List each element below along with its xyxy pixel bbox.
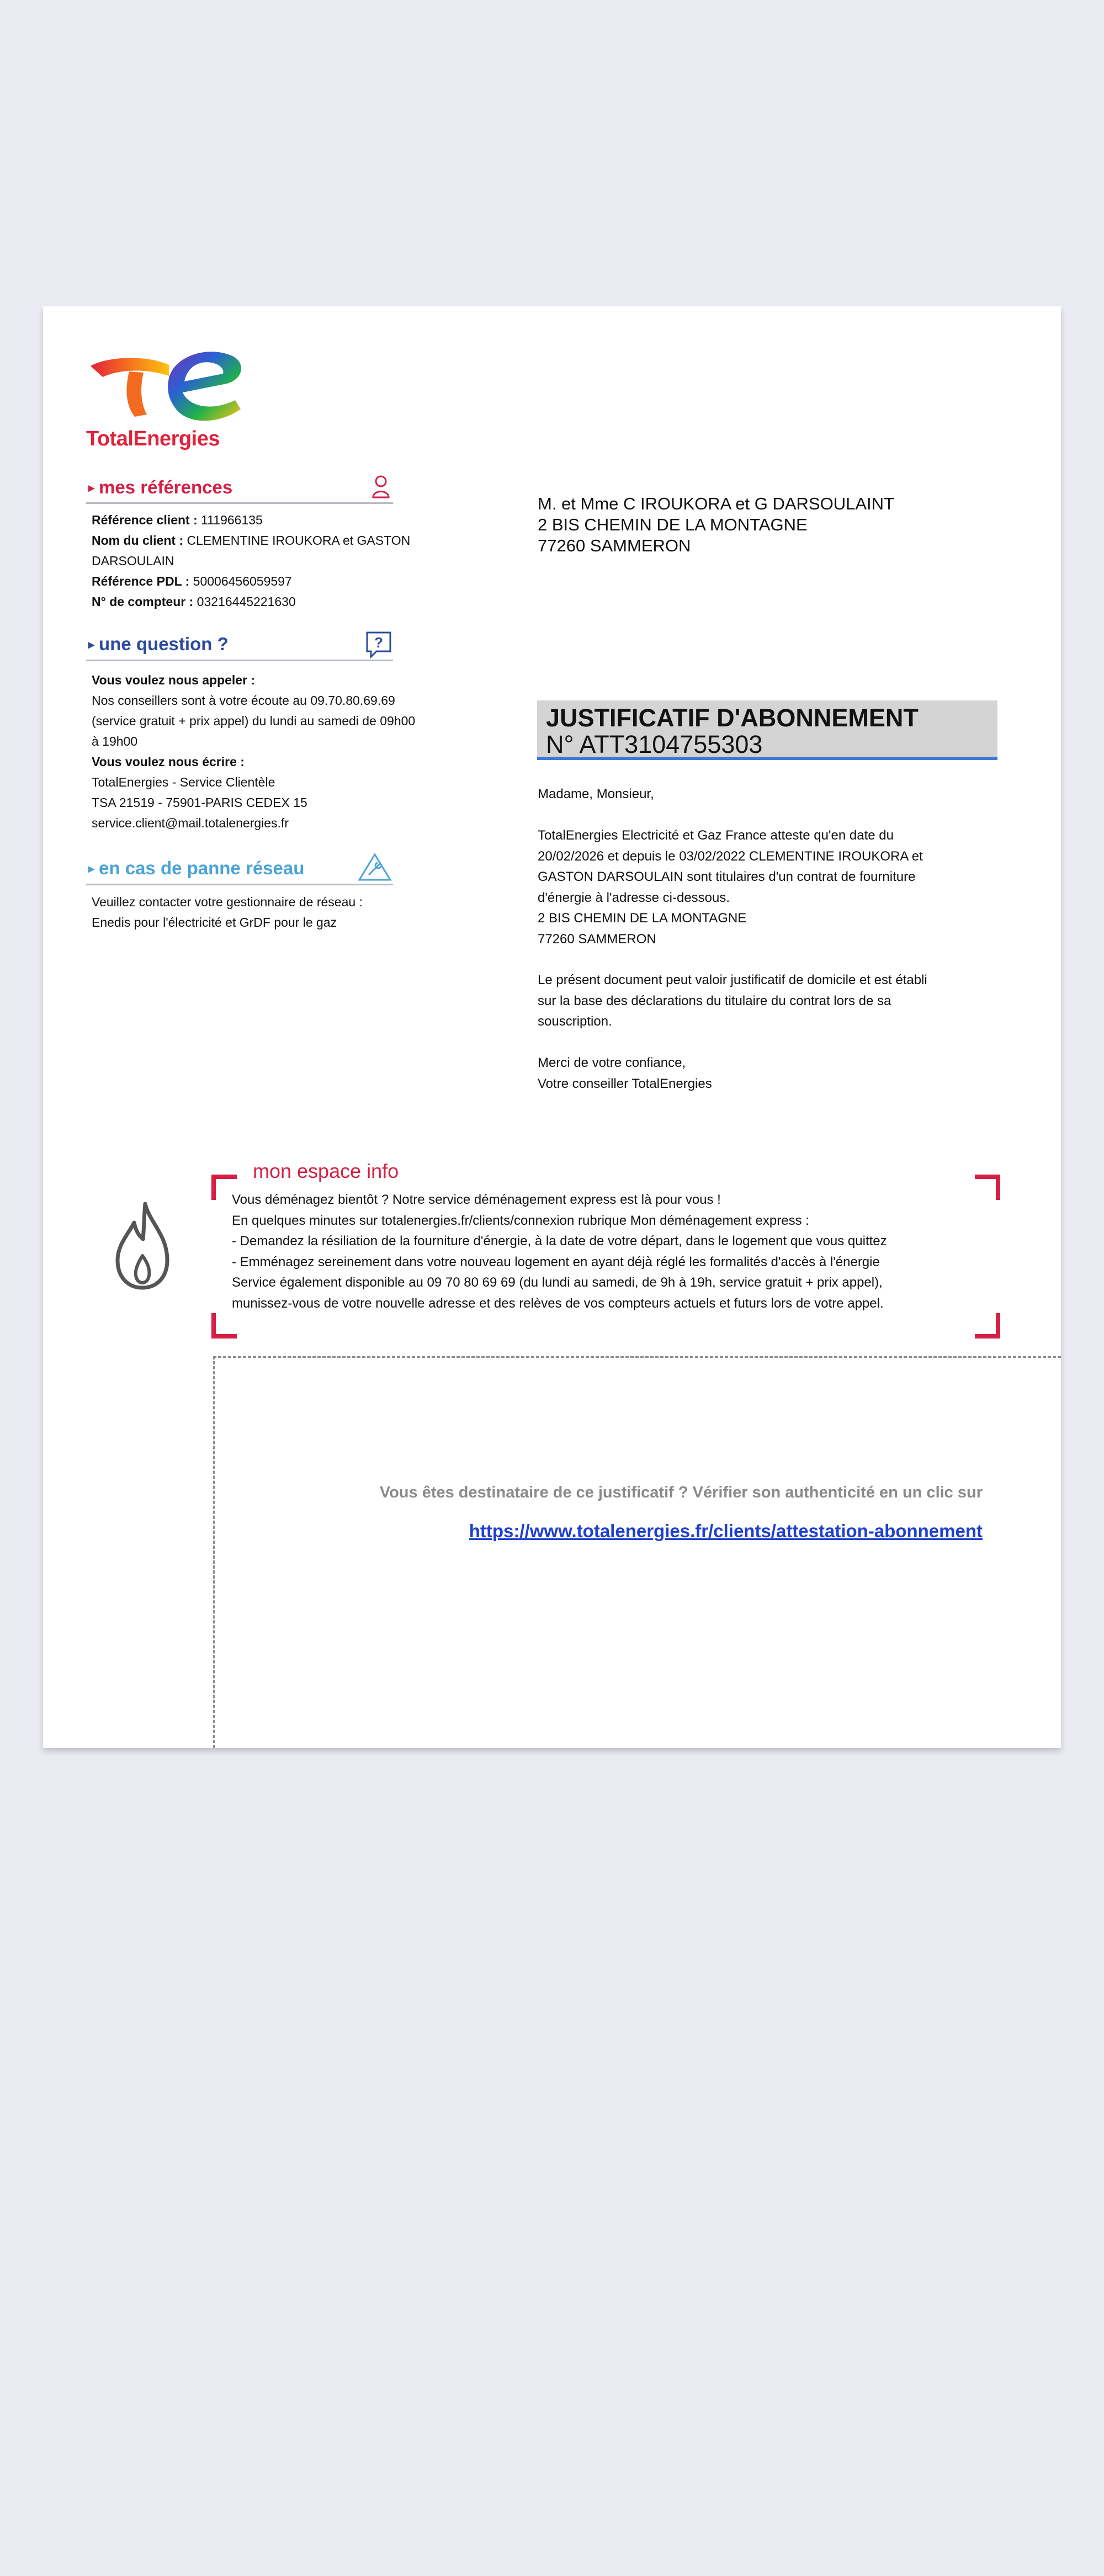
attestation-line: GASTON DARSOULAIN sont titulaires d'un contrat de fourniture [538,869,916,884]
recipient-address [538,493,1034,556]
attestation-line: d'énergie à l'adresse ci-dessous. [538,890,730,905]
frame-corner-tr [975,1175,1000,1200]
salutation: Madame, Monsieur, [538,787,654,801]
write-line: TSA 21519 - 75901-PARIS CEDEX 15 [92,795,307,810]
question-heading-label: une question ? [99,634,229,654]
promo-line: - Demandez la résiliation de la fourniture d'énergie, à la date de votre départ, dans le logement que vous quittez [232,1234,887,1249]
triangle-right-icon: ▸ [88,481,95,495]
verify-question: Vous êtes destinataire de ce justificatif ? Vérifier son authenticité en un clic sur [379,1484,983,1501]
question-heading [88,634,229,655]
validity-line: Le présent document peut valoir justificatif de domicile et est établi [538,973,927,987]
write-line: TotalEnergies - Service Clientèle [92,775,275,789]
tear-off-border-left [213,1356,215,1748]
call-line: (service gratuit + prix appel) du lundi au samedi de 09h00 [92,714,416,728]
promo-line: munissez-vous de votre nouvelle adresse et des relèves de vos compteurs actuels et futurs lors de votre appel. [232,1295,884,1311]
references-heading [88,477,232,498]
validity-paragraph [538,970,979,1032]
attestation-line: 77260 SAMMERON [538,931,656,947]
call-line: à 19h00 [92,734,138,748]
recipient-line: 2 BIS CHEMIN DE LA MONTAGNE [538,515,808,534]
references-list [92,510,478,612]
outage-heading-label: en cas de panne réseau [99,858,305,878]
document-page [43,306,1061,1748]
closing-paragraph [538,1053,979,1094]
promo-line: Service également disponible au 09 70 80 69 69 (du lundi au samedi, de 9h à 19h, service gratuit + prix appel), [232,1275,883,1290]
email-link[interactable]: service.client@mail.totalenergies.fr [92,816,289,830]
reference-line: DARSOULAIN [92,554,174,568]
question-details [92,670,478,833]
promo-line: Vous déménagez bientôt ? Notre service déménagement express est là pour vous ! [232,1192,721,1207]
document-title-box [537,700,997,760]
triangle-right-icon: ▸ [88,862,95,875]
call-line: Nos conseillers sont à votre écoute au 09.70.80.69.69 [92,693,395,708]
promo-line: - Emménagez sereinement dans votre nouveau logement en ayant déjà réglé les formalités d'accès à l'énergie [232,1254,880,1270]
recipient-line: M. et Mme C IROUKORA et G DARSOULAINT [538,494,894,513]
verify-link[interactable]: https://www.totalenergies.fr/clients/attestation-abonnement [469,1521,983,1541]
document-number: N° ATT3104755303 [546,730,763,758]
triangle-right-icon: ▸ [88,638,95,651]
validity-line: sur la base des déclarations du titulaire du contrat lors de sa [538,993,891,1008]
outage-details [92,892,478,933]
attestation-line: 20/02/2026 et depuis le 03/02/2022 CLEMENTINE IROUKORA et [538,848,923,864]
svg-text:?: ? [374,634,383,651]
gas-flame-icon [112,1201,173,1292]
outage-heading [88,858,304,879]
outage-line: Veuillez contacter votre gestionnaire de réseau : [92,895,363,909]
promo-text [232,1189,966,1314]
totalenergies-logo-mark [86,345,246,428]
frame-corner-br [975,1313,1000,1339]
references-heading-label: mes références [99,477,233,497]
reference-line: Référence client : 111966135 [92,513,263,527]
reference-line: Référence PDL : 50006456059597 [92,574,292,588]
user-icon [371,474,391,498]
brand-wordmark: TotalEnergies [86,427,220,450]
closing-line: Merci de votre confiance, [538,1055,686,1070]
references-divider [86,502,393,504]
attestation-paragraph [538,825,979,949]
call-label: Vous voulez nous appeler : [92,673,256,687]
document-title: JUSTIFICATIF D'ABONNEMENT [546,704,919,732]
tear-off-border-top [213,1356,1061,1358]
attestation-line: 2 BIS CHEMIN DE LA MONTAGNE [538,911,747,926]
validity-line: souscription. [538,1014,612,1029]
recipient-line: 77260 SAMMERON [538,536,691,555]
attestation-line: TotalEnergies Electricité et Gaz France atteste qu'en date du [538,828,894,843]
reference-line: Nom du client : CLEMENTINE IROUKORA et GASTON [92,533,411,548]
promo-title: mon espace info [248,1160,403,1183]
outage-line: Enedis pour l'électricité et GrDF pour le gaz [92,915,337,930]
reference-line: N° de compteur : 03216445221630 [92,594,296,609]
write-label: Vous voulez nous écrire : [92,755,245,769]
promo-line: En quelques minutes sur totalenergies.fr/clients/connexion rubrique Mon déménagement express : [232,1213,809,1228]
question-divider [86,660,393,661]
help-bubble-icon [365,631,392,658]
closing-line: Votre conseiller TotalEnergies [538,1076,712,1091]
warning-repair-icon [358,853,392,881]
frame-corner-bl [211,1313,237,1339]
outage-divider [86,884,393,885]
